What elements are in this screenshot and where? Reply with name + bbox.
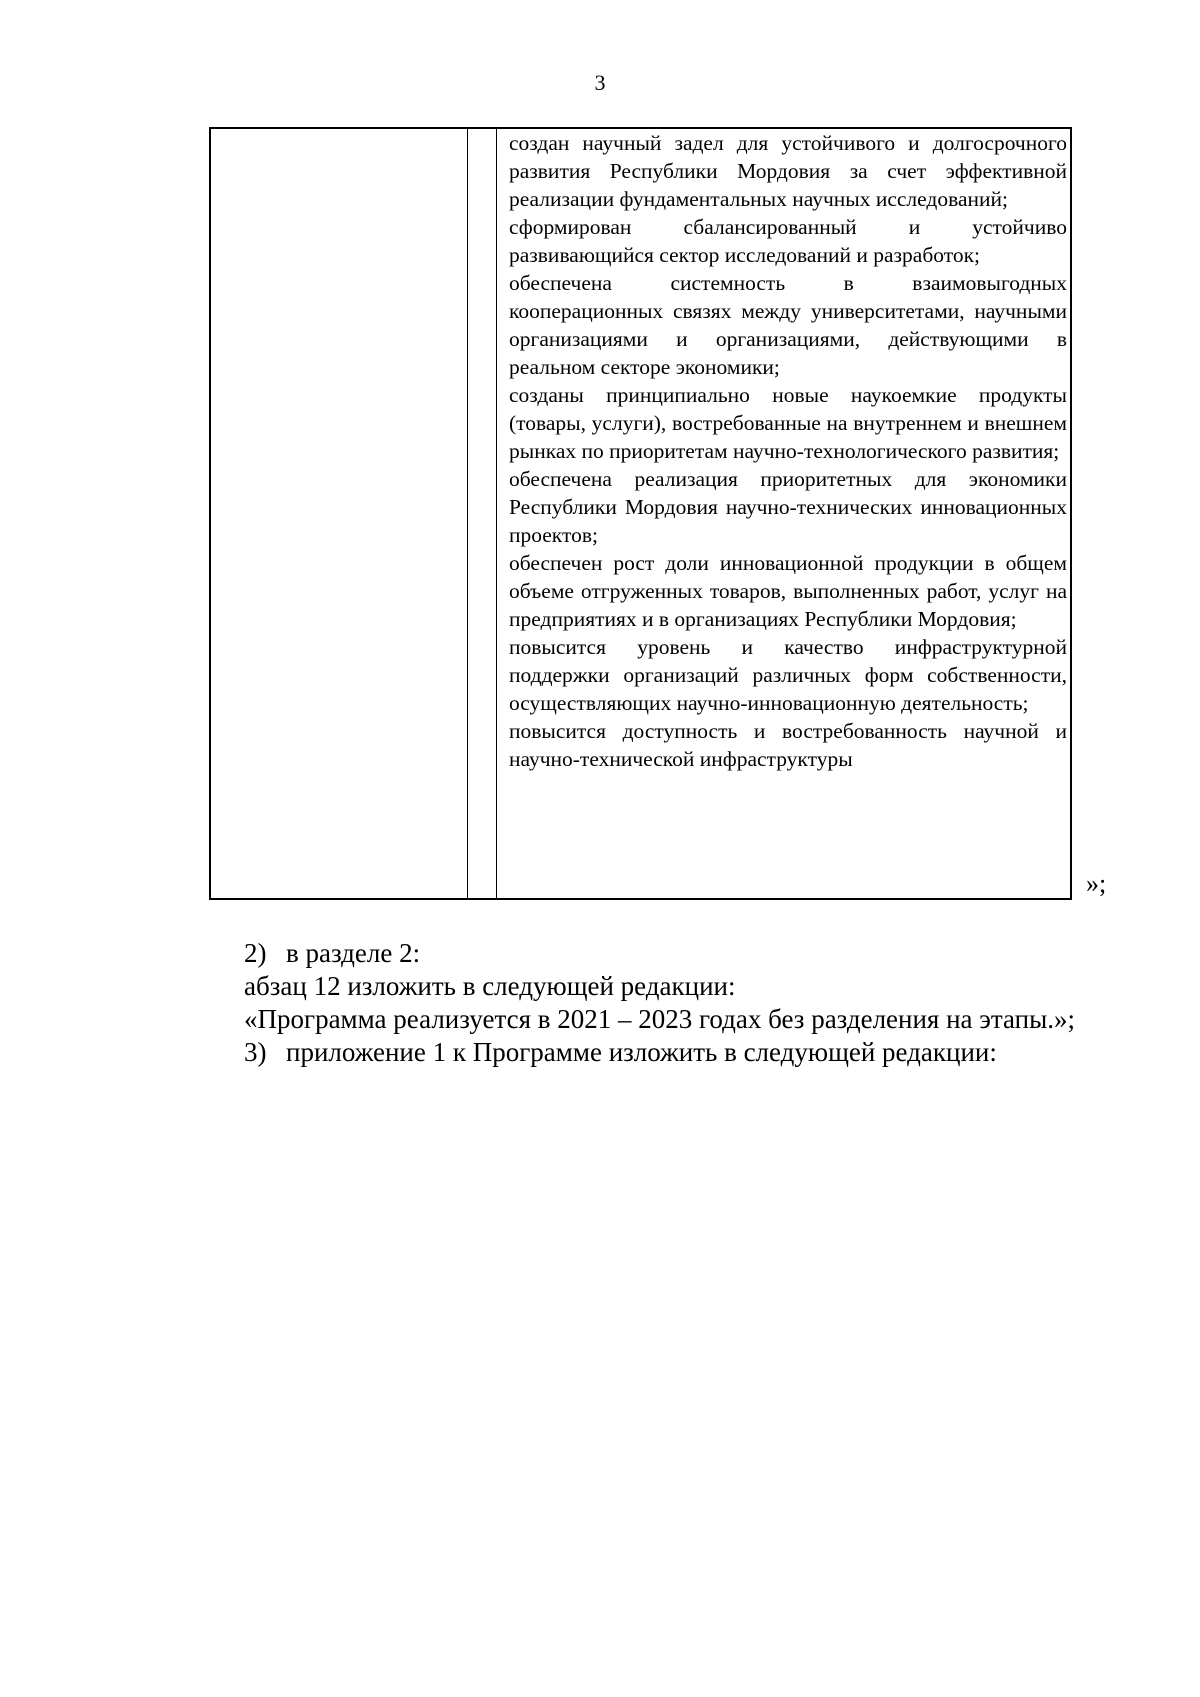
amendment-quote: «Программа реализуется в 2021 – 2023 годах без разделения на этапы.»;	[244, 1004, 1075, 1034]
result-item: сформирован сбалансированный и устойчиво развивающийся сектор исследований и разработок;	[509, 215, 1067, 267]
result-item: повысится доступность и востребованность научной и научно-технической инфраструктуры	[509, 719, 1067, 771]
result-item: обеспечена реализация приоритетных для экономики Республики Мордовия научно-технических инновационных проектов;	[509, 467, 1067, 547]
table-column-divider	[496, 129, 497, 898]
page-number: 3	[594, 70, 606, 95]
amendment-paragraph: абзац 12 изложить в следующей редакции:	[244, 971, 736, 1001]
item-text: приложение 1 к Программе изложить в следующей редакции:	[286, 1037, 997, 1067]
expected-results-cell	[509, 129, 1067, 773]
result-item: созданы принципиально новые наукоемкие продукты (товары, услуги), востребованные на внутреннем и внешнем рынках по приоритетам научно-технологического развития;	[509, 383, 1067, 463]
result-item: создан научный задел для устойчивого и долгосрочного развития Республики Мордовия за счет эффективной реализации фундаментальных научных исследований;	[509, 131, 1067, 211]
result-item: обеспечен рост доли инновационной продукции в общем объеме отгруженных товаров, выполненных работ, услуг на предприятиях и в организациях Республики Мордовия;	[509, 551, 1067, 631]
passport-table	[209, 127, 1072, 900]
result-item: обеспечена системность в взаимовыгодных кооперационных связях между университетами, научными организациями и организациями, действующими в реальном секторе экономики;	[509, 271, 1067, 379]
item-text: в разделе 2:	[286, 938, 421, 968]
amendment-item-3	[244, 1036, 1075, 1069]
amendment-item-2	[244, 937, 1075, 970]
item-number: 2)	[244, 938, 267, 968]
result-item: повысится уровень и качество инфраструктурной поддержки организаций различных форм собственности, осуществляющих научно-инновационную деятельность;	[509, 635, 1067, 715]
item-number: 3)	[244, 1037, 267, 1067]
amendment-text	[244, 937, 1075, 1069]
table-column-divider	[467, 129, 468, 898]
closing-quote-mark: »;	[1086, 869, 1107, 898]
